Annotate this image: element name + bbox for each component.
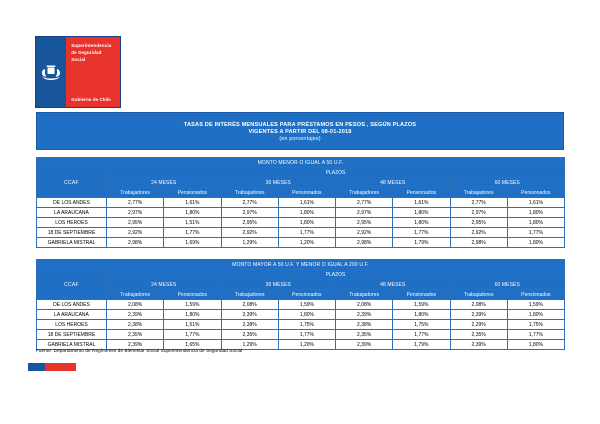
table1-ccaf-header: CCAF bbox=[37, 168, 107, 198]
table2-plazo-60: 60 MESES bbox=[450, 280, 565, 290]
table1-r4c2: 1,29% bbox=[221, 238, 278, 248]
table1-r1c1: 1,80% bbox=[164, 208, 221, 218]
table1-r1c3: 1,80% bbox=[278, 208, 335, 218]
title-banner bbox=[36, 112, 564, 150]
table-row bbox=[37, 208, 565, 218]
table1-plazos-header: PLAZOS bbox=[107, 168, 565, 178]
table1-r3c0: 2,92% bbox=[107, 228, 164, 238]
table1-r0c5: 1,61% bbox=[393, 198, 450, 208]
logo-line-1: Superintendencia bbox=[71, 43, 112, 48]
table1-row3-ccaf: 18 DE SEPTIEMBRE bbox=[37, 228, 107, 238]
table1-r1c6: 2,97% bbox=[450, 208, 507, 218]
table2-r3c1: 1,77% bbox=[164, 330, 221, 340]
table1-r3c6: 2,92% bbox=[450, 228, 507, 238]
table1-subheader-row bbox=[37, 188, 565, 198]
table2-r2c3: 1,75% bbox=[278, 320, 335, 330]
footer-flag-bar bbox=[28, 363, 76, 371]
title-line-1: TASAS DE INTERÉS MENSUALES PARA PRÉSTAMOS EN PESOS , SEGÚN PLAZOS bbox=[183, 121, 417, 128]
footer-flag-blue bbox=[28, 363, 45, 371]
table-row bbox=[37, 238, 565, 248]
table2-r4c0: 2,39% bbox=[107, 340, 164, 350]
table2-band-row bbox=[37, 260, 565, 270]
table-row bbox=[37, 330, 565, 340]
table2-r0c3: 1,59% bbox=[278, 300, 335, 310]
table1-r2c6: 2,95% bbox=[450, 218, 507, 228]
rates-table-1 bbox=[36, 157, 565, 248]
table2-r2c1: 1,51% bbox=[164, 320, 221, 330]
table1-plazo-24: 24 MESES bbox=[107, 178, 222, 188]
table2-band-title: MONTO MAYOR A 50 U.F. Y MENOR O IGUAL A 200 U.F. bbox=[37, 260, 565, 270]
table2-r1c4: 2,39% bbox=[336, 310, 393, 320]
table2-r3c4: 2,35% bbox=[336, 330, 393, 340]
table1-r4c3: 1,20% bbox=[278, 238, 335, 248]
table2-r0c4: 2,08% bbox=[336, 300, 393, 310]
table1-r1c5: 1,80% bbox=[393, 208, 450, 218]
table1-sub-trab-36: Trabajadores bbox=[221, 188, 278, 198]
table1-r3c2: 2,92% bbox=[221, 228, 278, 238]
table2-sub-pens-24: Pensionados bbox=[164, 290, 221, 300]
table1-r0c4: 2,77% bbox=[336, 198, 393, 208]
table1-r2c4: 2,95% bbox=[336, 218, 393, 228]
table1-sub-trab-24: Trabajadores bbox=[107, 188, 164, 198]
table1-plazo-48: 48 MESES bbox=[336, 178, 451, 188]
title-line-2: VIGENTES A PARTIR DEL 08-01-2018 bbox=[248, 128, 352, 135]
footer-flag-red bbox=[45, 363, 76, 371]
table-row bbox=[37, 218, 565, 228]
table2-r0c7: 1,59% bbox=[507, 300, 564, 310]
logo-line-3: Social bbox=[71, 57, 86, 63]
table1-r2c0: 2,95% bbox=[107, 218, 164, 228]
table1-r2c1: 1,51% bbox=[164, 218, 221, 228]
table2-r1c6: 2,39% bbox=[450, 310, 507, 320]
table1-row0-ccaf: DE LOS ANDES bbox=[37, 198, 107, 208]
table2-plazo-24: 24 MESES bbox=[107, 280, 222, 290]
table1-sub-pens-24: Pensionados bbox=[164, 188, 221, 198]
rates-table-2-block bbox=[36, 259, 564, 350]
table2-r3c7: 1,77% bbox=[507, 330, 564, 340]
table2-row1-ccaf: LA ARAUCANA bbox=[37, 310, 107, 320]
table1-r2c2: 2,95% bbox=[221, 218, 278, 228]
table-row bbox=[37, 300, 565, 310]
table2-r3c5: 1,77% bbox=[393, 330, 450, 340]
table1-plazo-60: 60 MESES bbox=[450, 178, 565, 188]
table2-r2c7: 1,75% bbox=[507, 320, 564, 330]
table-row bbox=[37, 320, 565, 330]
table1-sub-pens-36: Pensionados bbox=[278, 188, 335, 198]
table2-r1c3: 1,80% bbox=[278, 310, 335, 320]
table1-sub-pens-60: Pensionados bbox=[507, 188, 564, 198]
table1-r3c4: 2,92% bbox=[336, 228, 393, 238]
table1-r4c1: 1,69% bbox=[164, 238, 221, 248]
table2-plazo-36: 36 MESES bbox=[221, 280, 336, 290]
table1-r1c4: 2,97% bbox=[336, 208, 393, 218]
table2-r1c5: 1,80% bbox=[393, 310, 450, 320]
table2-sub-pens-36: Pensionados bbox=[278, 290, 335, 300]
rates-table-2 bbox=[36, 259, 565, 350]
table1-r2c5: 1,80% bbox=[393, 218, 450, 228]
logo-line-2: de Seguridad bbox=[71, 50, 102, 56]
table2-sub-trab-24: Trabajadores bbox=[107, 290, 164, 300]
table2-r1c7: 1,80% bbox=[507, 310, 564, 320]
table2-sub-pens-48: Pensionados bbox=[393, 290, 450, 300]
table2-r2c6: 2,29% bbox=[450, 320, 507, 330]
table1-r4c6: 2,98% bbox=[450, 238, 507, 248]
table2-r2c4: 2,38% bbox=[336, 320, 393, 330]
table2-sub-trab-48: Trabajadores bbox=[336, 290, 393, 300]
table1-r1c7: 1,80% bbox=[507, 208, 564, 218]
table2-sub-trab-36: Trabajadores bbox=[221, 290, 278, 300]
table2-r3c6: 2,35% bbox=[450, 330, 507, 340]
logo-red-panel bbox=[66, 37, 120, 107]
table1-plazos-row bbox=[37, 168, 565, 178]
table2-r3c2: 2,35% bbox=[221, 330, 278, 340]
table2-meses-row bbox=[37, 280, 565, 290]
table1-r4c5: 1,79% bbox=[393, 238, 450, 248]
footer-source-note: Fuente: Departamento de Regímenes de Bienestar Social Superintendencia de Seguridad Social bbox=[36, 348, 243, 353]
table2-r4c7: 1,80% bbox=[507, 340, 564, 350]
table1-r0c3: 1,61% bbox=[278, 198, 335, 208]
table2-r0c0: 2,08% bbox=[107, 300, 164, 310]
table2-r2c5: 1,75% bbox=[393, 320, 450, 330]
table2-r2c0: 2,38% bbox=[107, 320, 164, 330]
table2-r4c1: 1,65% bbox=[164, 340, 221, 350]
table2-plazo-48: 48 MESES bbox=[336, 280, 451, 290]
table2-row3-ccaf: 18 DE SEPTIEMBRE bbox=[37, 330, 107, 340]
table2-r3c0: 2,35% bbox=[107, 330, 164, 340]
table-row bbox=[37, 228, 565, 238]
table2-r1c1: 1,80% bbox=[164, 310, 221, 320]
table1-sub-pens-48: Pensionados bbox=[393, 188, 450, 198]
table1-r0c6: 2,77% bbox=[450, 198, 507, 208]
logo-blue-panel bbox=[36, 37, 66, 107]
table1-r4c4: 2,98% bbox=[336, 238, 393, 248]
table1-r4c7: 1,80% bbox=[507, 238, 564, 248]
government-logo bbox=[35, 36, 121, 108]
table2-sub-trab-60: Trabajadores bbox=[450, 290, 507, 300]
table1-sub-trab-60: Trabajadores bbox=[450, 188, 507, 198]
table2-plazos-header: PLAZOS bbox=[107, 270, 565, 280]
table1-r3c7: 1,77% bbox=[507, 228, 564, 238]
table2-subheader-row bbox=[37, 290, 565, 300]
table2-r0c2: 2,08% bbox=[221, 300, 278, 310]
table2-r2c2: 2,38% bbox=[221, 320, 278, 330]
table2-row4-ccaf: GABRIELA MISTRAL bbox=[37, 340, 107, 350]
table1-sub-trab-48: Trabajadores bbox=[336, 188, 393, 198]
table1-r3c1: 1,77% bbox=[164, 228, 221, 238]
table2-r4c5: 1,79% bbox=[393, 340, 450, 350]
table-row bbox=[37, 198, 565, 208]
table2-sub-pens-60: Pensionados bbox=[507, 290, 564, 300]
table1-r2c3: 1,80% bbox=[278, 218, 335, 228]
table2-plazos-row bbox=[37, 270, 565, 280]
table2-r1c0: 2,39% bbox=[107, 310, 164, 320]
table1-meses-row bbox=[37, 178, 565, 188]
table1-row2-ccaf: LOS HEROES bbox=[37, 218, 107, 228]
table1-row4-ccaf: GABRIELA MISTRAL bbox=[37, 238, 107, 248]
table1-r0c7: 1,61% bbox=[507, 198, 564, 208]
rates-table-1-block bbox=[36, 157, 564, 248]
table2-r4c2: 1,29% bbox=[221, 340, 278, 350]
table2-r4c4: 2,39% bbox=[336, 340, 393, 350]
chile-coat-of-arms-icon bbox=[38, 62, 64, 82]
table-row bbox=[37, 310, 565, 320]
table1-r0c2: 2,77% bbox=[221, 198, 278, 208]
table1-band-row bbox=[37, 158, 565, 168]
logo-gobierno-text: Gobierno de Chile bbox=[71, 97, 111, 102]
table2-r1c2: 2,39% bbox=[221, 310, 278, 320]
title-line-3: (en porcentajes) bbox=[279, 135, 321, 142]
logo-title-text bbox=[71, 42, 111, 63]
table2-r0c1: 1,59% bbox=[164, 300, 221, 310]
table1-band-title: MONTO MENOR O IGUAL A 50 U.F. bbox=[37, 158, 565, 168]
table2-row2-ccaf: LOS HEROES bbox=[37, 320, 107, 330]
table2-r0c5: 1,59% bbox=[393, 300, 450, 310]
table1-r2c7: 1,80% bbox=[507, 218, 564, 228]
table1-plazo-36: 36 MESES bbox=[221, 178, 336, 188]
table1-r0c0: 2,77% bbox=[107, 198, 164, 208]
table2-r4c3: 1,20% bbox=[278, 340, 335, 350]
table1-row1-ccaf: LA ARAUCANA bbox=[37, 208, 107, 218]
table1-r1c2: 2,97% bbox=[221, 208, 278, 218]
table1-r3c3: 1,77% bbox=[278, 228, 335, 238]
table1-r3c5: 1,77% bbox=[393, 228, 450, 238]
table2-r0c6: 2,08% bbox=[450, 300, 507, 310]
table1-r0c1: 1,61% bbox=[164, 198, 221, 208]
table2-r3c3: 1,77% bbox=[278, 330, 335, 340]
table2-row0-ccaf: DE LOS ANDES bbox=[37, 300, 107, 310]
table2-ccaf-header: CCAF bbox=[37, 270, 107, 300]
table1-r4c0: 2,98% bbox=[107, 238, 164, 248]
table1-r1c0: 2,97% bbox=[107, 208, 164, 218]
table2-r4c6: 2,39% bbox=[450, 340, 507, 350]
